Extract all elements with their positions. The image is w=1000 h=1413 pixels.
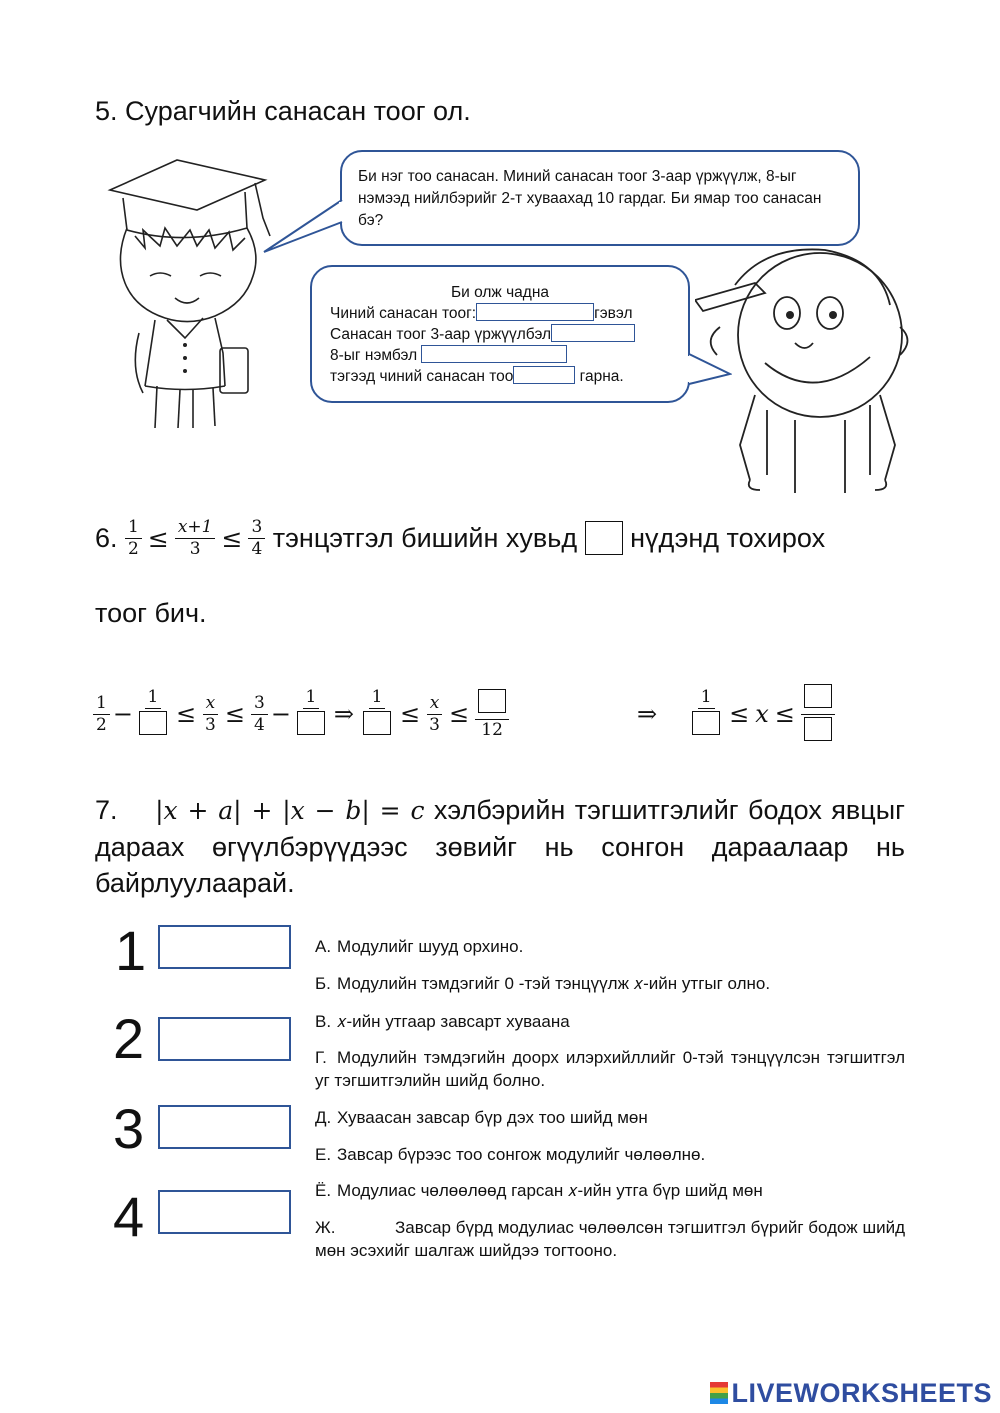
le-symbol: ≤ [729,700,750,728]
fraction-half: $\frac{1}{2}$ [125,519,142,558]
input-box-denominator-5[interactable] [804,717,832,741]
fraction-one-over-box: 1 [689,689,723,739]
step-number-1: 1 [115,919,147,982]
step-number-4: 4 [113,1185,145,1248]
answer-input-final[interactable] [513,366,575,384]
le-symbol: ≤ [774,700,795,728]
bubble-question-text: Би нэг тоо санасан. Миний санасан тоог 3-аар үржүүлж, 8-ыг нэмээд нийлбэрийг 2-т хуваахад 10 гардаг. Би ямар тоо санасан бэ? [358,168,822,229]
step-number-2: 2 [113,1007,145,1070]
speech-bubble-question [340,150,860,246]
minus-sign: − [270,700,291,728]
fraction-three-quarters: $\frac{3}{4}$ [251,695,268,734]
option-v: В. 𝑥-ийн утгаар завсарт хуваана [315,1012,570,1031]
answer-line4-text: тэгээд чиний санасан тоо [330,368,514,385]
question-6-text-end: нүдэнд тохирох [630,522,826,553]
question-6-line [95,512,825,564]
answer-input-added[interactable] [421,345,567,363]
answer-line4-suffix: гарна. [579,368,624,385]
option-yo: Ё. Модулиас чөлөөлөөд гарсан 𝑥-ийн утга бүр шийд мөн [315,1181,763,1200]
option-zh: Ж. Завсар бүрд модулиас чөлөөлсөн тэгшитгэл бүрийг бодож шийд мөн эсэхийг шалгаж шийдээ тогтооно. [315,1218,905,1260]
fraction-three-quarters: $\frac{3}{4}$ [248,519,265,558]
step-answer-box-2[interactable] [158,1017,291,1061]
logo-mark-icon [710,1382,728,1404]
question-6-line2: тоог бич. [95,598,207,628]
step-answer-box-1[interactable] [158,925,291,969]
student-graduate-illustration [105,158,275,433]
fraction-x-plus-1: $\frac{x+1}{3}$ [175,519,216,558]
option-e: Е. Завсар бүрээс тоо сонгож модулийг чөлөөлнө. [315,1145,706,1164]
implies-symbol: ⇒ [637,700,658,728]
option-a: А. Модулийг шууд орхино. [315,937,524,956]
answer-line3-text: 8-ыг нэмбэл [330,347,418,364]
option-b: Б. Модулийн тэмдэгийг 0 -тэй тэнцүүлж 𝑥-ийн утгыг олно. [315,974,771,993]
le-symbol: ≤ [147,523,169,553]
question-6-text: тэнцэтгэл бишийн хувьд [272,522,578,553]
fraction-one-over-box: 1 [294,689,328,739]
fraction-x-over-3: $\frac{x}{3}$ [202,695,219,734]
answer-input-multiplied[interactable] [551,324,635,342]
input-box-denominator-2[interactable] [297,711,325,735]
le-symbol: ≤ [221,523,243,553]
fraction-box-over-12: 12 [475,689,509,739]
speech-bubble-answer [310,265,690,403]
question-7-instruction: хэлбэрийн тэгшитгэлийг бодох явцыг дараах өгүүлбэрүүдээс зөвийг нь сонгон дараалаар нь байрлуулаарай. [95,795,905,898]
le-symbol: ≤ [224,700,245,728]
question-6-number: 6. [95,522,118,553]
question-7-number: 7. [95,795,118,825]
step-number-3: 3 [113,1097,145,1160]
input-box-numerator-1[interactable] [478,689,506,713]
fraction-one-over-box: 1 [360,689,394,739]
speech-bubble-tail [262,196,344,256]
step-answer-box-4[interactable] [158,1190,291,1234]
answer-line2-text: Санасан тоог 3-аар үржүүлбэл [330,326,552,343]
input-box-denominator-1[interactable] [139,711,167,735]
option-d: Д. Хуваасан завсар бүр дэх тоо шийд мөн [315,1108,648,1127]
example-box [585,521,623,555]
input-box-numerator-2[interactable] [804,684,832,708]
le-symbol: ≤ [448,700,470,728]
fraction-one-over-box: 1 [136,689,170,739]
option-g: Г. Модулийн тэмдэгийн доорх илэрхийллийг 0-тэй тэнцүүлсэн тэгшитгэл уг тэгшитгэлийн шийд болно. [315,1048,905,1090]
boy-cap-illustration [695,245,910,495]
inequality-derivation [93,684,509,744]
input-box-denominator-3[interactable] [363,711,391,735]
answer-input-number[interactable] [476,303,594,321]
implies-symbol: ⇒ [333,700,355,728]
inequality-result [637,684,835,744]
question-5-title: 5. Сурагчийн санасан тоог ол. [95,96,471,126]
answer-line1-suffix: гэвэл [594,305,633,322]
question-7-text [95,792,905,901]
le-symbol: ≤ [400,700,421,728]
minus-sign: − [112,700,133,728]
le-symbol: ≤ [175,700,197,728]
fraction-half: $\frac{1}{2}$ [93,695,110,734]
variable-x: x [755,700,769,728]
bubble-answer-heading: Би олж чадна [450,284,550,301]
question-7-equation: |x + a| + |x − b| = c [155,796,425,825]
answer-line1-text: Чиний санасан тоог: [330,305,477,322]
liveworksheets-logo: LIVEWORKSHEETS [710,1378,992,1409]
fraction-x-over-3: $\frac{x}{3}$ [426,695,443,734]
fraction-box-over-box [801,684,835,745]
input-box-denominator-4[interactable] [692,711,720,735]
step-answer-box-3[interactable] [158,1105,291,1149]
